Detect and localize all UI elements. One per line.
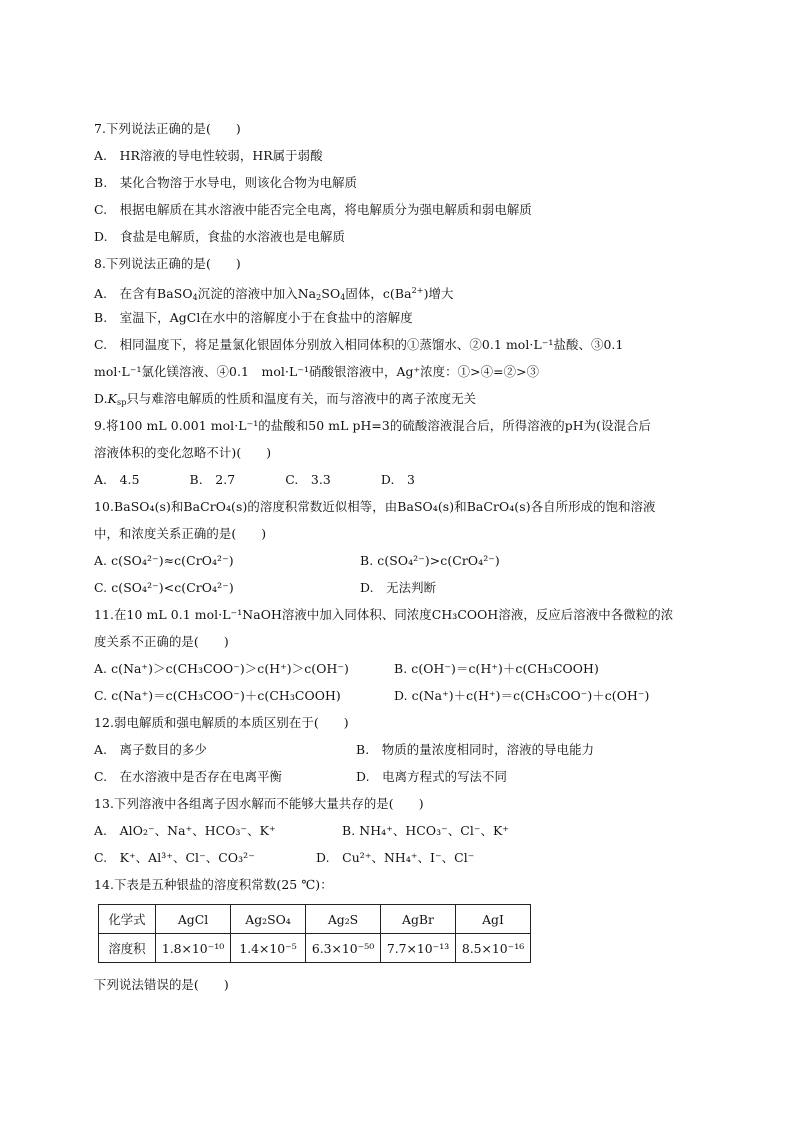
q12-options-row2 [94,763,704,790]
q13-stem: 13.下列溶液中各组离子因水解而不能够大量共存的是( ) [94,796,424,811]
ksp-header-label: 化学式 [99,905,156,934]
q10-option-d: D. 无法判断 [360,580,437,595]
q10-option-c: C. c(SO₄²⁻)<c(CrO₄²⁻) [94,580,234,595]
q10-option-b: B. c(SO₄²⁻)>c(CrO₄²⁻) [360,553,500,568]
q8-option-a: A. 在含有BaSO$_4$沉淀的溶液中加入$Na_2SO_4$固体，$c(Ba^{2+})$增大 [94,286,454,302]
ksp-table-header-row [99,905,531,934]
q11-option-b: B. c(OH⁻)＝c(H⁺)＋c(CH₃COOH) [394,661,599,676]
q12-option-c: C. 在水溶液中是否存在电离平衡 [94,769,283,784]
q14-followup: 下列说法错误的是( ) [94,977,229,992]
q7-option-c: C. 根据电解质在其水溶液中能否完全电离，将电解质分为强电解质和弱电解质 [94,202,532,217]
q13-option-d: D. Cu²⁺、NH₄⁺、I⁻、Cl⁻ [316,850,475,865]
q13-option-a: A. AlO₂⁻、Na⁺、HCO₃⁻、K⁺ [94,823,276,838]
q11-options-row2 [94,682,704,709]
q13-options-row2 [94,844,704,871]
ksp-value-cell: 1.4×10⁻⁵ [231,934,306,963]
ksp-value-cell: 7.7×10⁻¹³ [381,934,456,963]
q12-options-row1 [94,736,704,763]
ksp-row-label: 溶度积 [99,934,156,963]
q11-stem-line2: 度关系不正确的是( ) [94,634,229,649]
ksp-compound-cell: Ag₂SO₄ [231,905,306,934]
q13-options-row1 [94,817,704,844]
q12-stem: 12.弱电解质和强电解质的本质区别在于( ) [94,715,349,730]
q8-option-c-line1: C. 相同温度下，将足量氯化银固体分别放入相同体积的①蒸馏水、②0.1 mol·L⁻¹盐酸、③0.1 [94,337,624,352]
q11-option-c: C. c(Na⁺)＝c(CH₃COO⁻)＋c(CH₃COOH) [94,688,341,703]
q11-option-a: A. c(Na⁺)＞c(CH₃COO⁻)＞c(H⁺)＞c(OH⁻) [94,661,349,676]
q13-option-c: C. K⁺、Al³⁺、Cl⁻、CO₃²⁻ [94,850,255,865]
ksp-table [98,904,531,963]
ksp-value-cell: 6.3×10⁻⁵⁰ [306,934,381,963]
ksp-compound-cell: Ag₂S [306,905,381,934]
q12-option-b: B. 物质的量浓度相同时，溶液的导电能力 [356,742,595,757]
q11-options-row1 [94,655,704,682]
q7-stem: 7.下列说法正确的是( ) [94,121,241,136]
q8-option-c-line2: mol·L⁻¹氯化镁溶液、④0.1 mol·L⁻¹硝酸银溶液中，Ag⁺浓度：①>④=②>③ [94,364,540,379]
q9-stem-line1: 9.将100 mL 0.001 mol·L⁻¹的盐酸和50 mL pH=3的硫酸溶液混合后，所得溶液的pH为(设混合后 [94,418,652,433]
q12-option-a: A. 离子数目的多少 [94,742,208,757]
ksp-compound-cell: AgCl [156,905,231,934]
ksp-table-value-row [99,934,531,963]
exam-page [94,115,704,998]
q12-option-d: D. 电离方程式的写法不同 [356,769,508,784]
q9-options: A. 4.5 B. 2.7 C. 3.3 D. 3 [94,472,415,487]
ksp-compound-cell: AgBr [381,905,456,934]
q8-stem: 8.下列说法正确的是( ) [94,256,241,271]
q10-stem-line2: 中，和浓度关系正确的是( ) [94,526,267,541]
q11-stem-line1: 11.在10 mL 0.1 mol·L⁻¹NaOH溶液中加入同体积、同浓度CH₃COOH溶液，反应后溶液中各微粒的浓 [94,607,674,622]
q9-stem-line2: 溶液体积的变化忽略不计)( ) [94,445,272,460]
ksp-value-cell: 8.5×10⁻¹⁶ [456,934,531,963]
ksp-compound-cell: AgI [456,905,531,934]
ksp-value-cell: 1.8×10⁻¹⁰ [156,934,231,963]
q7-option-b: B. 某化合物溶于水导电，则该化合物为电解质 [94,175,358,190]
q11-option-d: D. c(Na⁺)＋c(H⁺)＝c(CH₃COO⁻)＋c(OH⁻) [394,688,650,703]
q7-option-a: A. HR溶液的导电性较弱，HR属于弱酸 [94,148,323,163]
q10-options-row1 [94,547,704,574]
q13-option-b: B. NH₄⁺、HCO₃⁻、Cl⁻、K⁺ [342,823,510,838]
q14-stem: 14.下表是五种银盐的溶度积常数(25 ℃)： [94,877,333,892]
q8-option-d: $D.K_{sp}$只与难溶电解质的性质和温度有关，而与溶液中的离子浓度无关 [94,391,477,407]
q7-option-d: D. 食盐是电解质，食盐的水溶液也是电解质 [94,229,345,244]
q8-option-b: B. 室温下，AgCl在水中的溶解度小于在食盐中的溶解度 [94,310,413,325]
q10-options-row2 [94,574,704,601]
q10-option-a: A. c(SO₄²⁻)≈c(CrO₄²⁻) [94,553,234,568]
q10-stem-line1: 10.BaSO₄(s)和BaCrO₄(s)的溶度积常数近似相等，由BaSO₄(s)和BaCrO₄(s)各自所形成的饱和溶液 [94,499,656,514]
